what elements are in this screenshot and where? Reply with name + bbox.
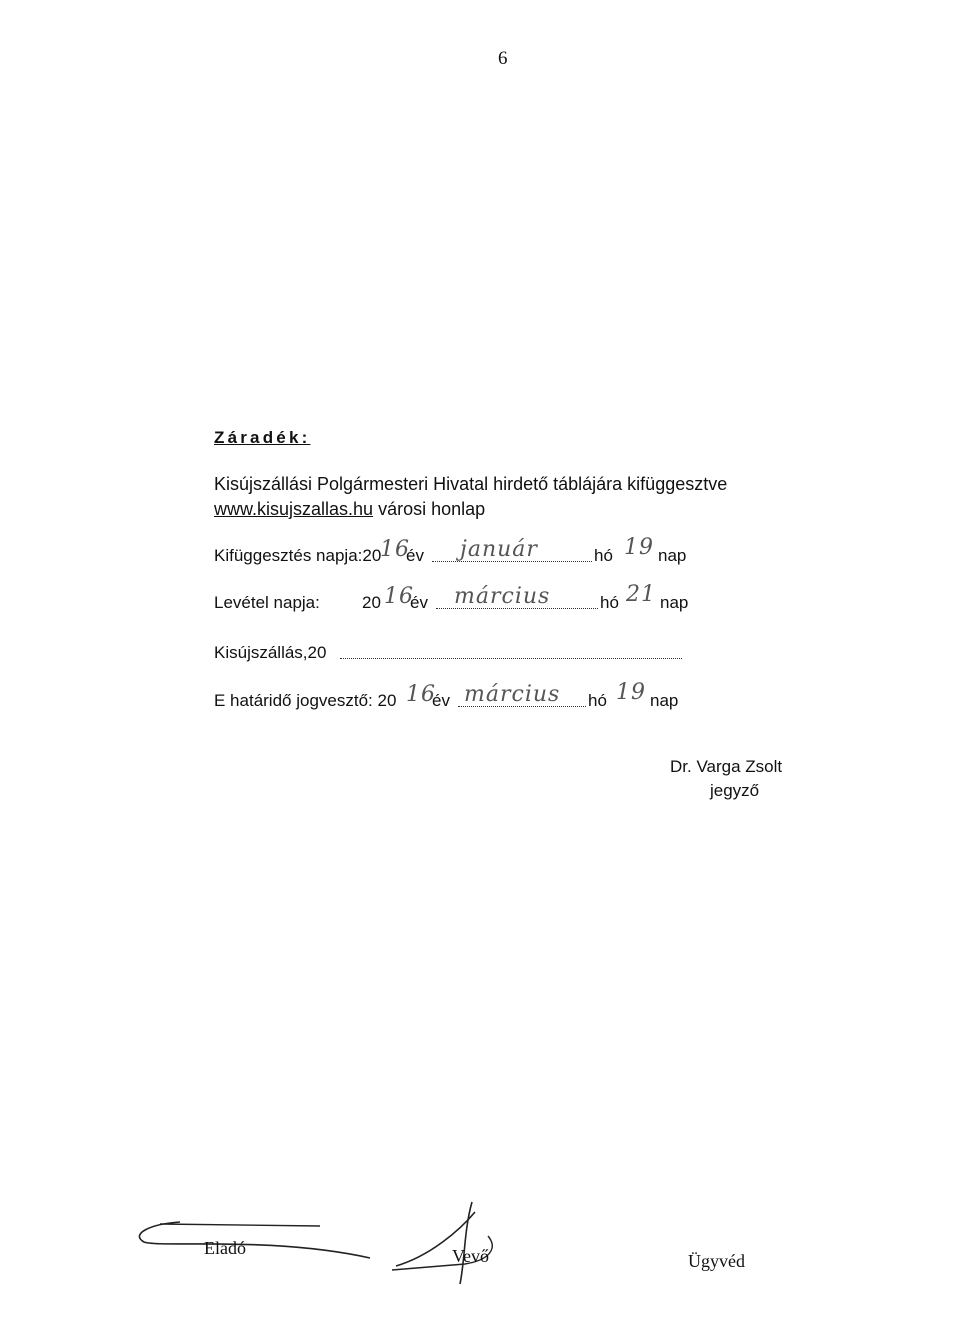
deadline-nap-label: nap [650, 691, 679, 710]
removal-year-handwritten: 16 [384, 584, 414, 609]
seller-label: Eladó [204, 1238, 246, 1258]
posting-year-handwritten: 16 [380, 537, 410, 562]
footer-signature-marks [120, 1200, 520, 1290]
removal-day-handwritten: 21 [626, 582, 656, 607]
posting-date-label: Kifüggesztés napja:20 [214, 546, 382, 565]
signatory-title: jegyző [710, 781, 760, 800]
deadline-row [214, 680, 714, 718]
website-link[interactable]: www.kisujszallas.hu [214, 499, 374, 519]
clause-heading: Záradék: [214, 428, 311, 447]
place-date-row [214, 640, 714, 670]
removal-ho-label: hó [600, 593, 619, 612]
place-date-label: Kisújszállás,20 [214, 643, 327, 662]
removal-month-handwritten: március [454, 584, 551, 609]
website-line-rest: városi honlap [373, 499, 486, 519]
seller-signature-scribble [139, 1222, 370, 1258]
posting-month-handwritten: január [460, 537, 538, 562]
page-number: 6 [498, 48, 508, 69]
deadline-year-handwritten: 16 [406, 682, 436, 707]
seller-signature-line [160, 1224, 320, 1226]
posting-day-handwritten: 19 [624, 535, 654, 560]
deadline-ev-label: év [432, 691, 450, 710]
buyer-signature-stroke-2 [460, 1202, 472, 1284]
posting-date-row [214, 535, 714, 573]
posting-ev-label: év [406, 546, 424, 565]
posting-ho-label: hó [594, 546, 613, 565]
deadline-day-handwritten: 19 [616, 680, 646, 705]
removal-nap-label: nap [660, 593, 689, 612]
removal-ev-label: év [410, 593, 428, 612]
deadline-label: E határidő jogvesztő: 20 [214, 691, 397, 710]
posting-nap-label: nap [658, 546, 687, 565]
signatory-name: Dr. Varga Zsolt [670, 757, 783, 776]
deadline-month-handwritten: március [464, 682, 561, 707]
deadline-ho-label: hó [588, 691, 607, 710]
removal-prefix: 20 [362, 593, 381, 612]
posting-notice-line: Kisújszállási Polgármesteri Hivatal hirdető táblájára kifüggesztve [214, 474, 728, 494]
removal-date-row [214, 582, 714, 620]
removal-date-label: Levétel napja: [214, 593, 320, 612]
buyer-label: Vevő [452, 1246, 489, 1266]
place-date-field [340, 640, 682, 659]
lawyer-label: Ügyvéd [688, 1251, 745, 1271]
website-line [214, 499, 485, 520]
